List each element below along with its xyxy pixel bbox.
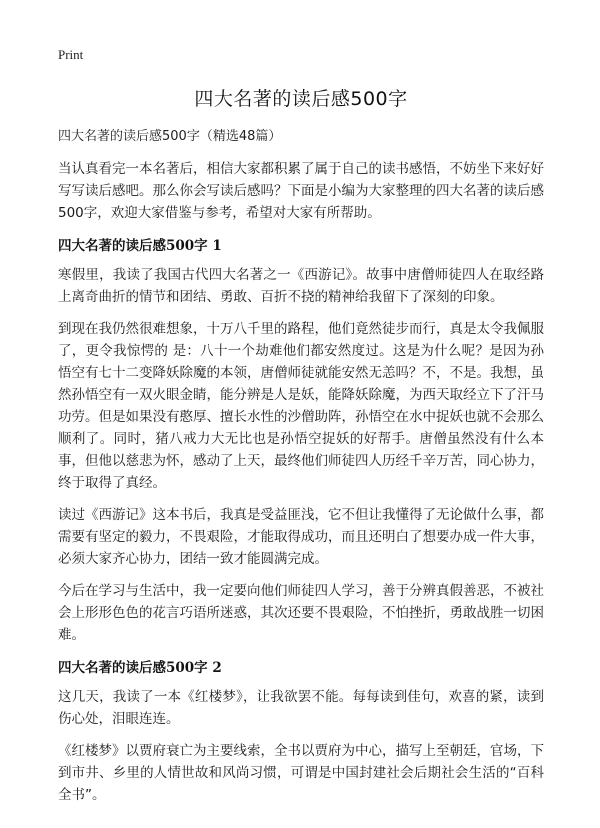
intro-paragraph: 当认真看完一本名著后，相信大家都积累了属于自己的读书感悟，不妨坐下来好好写写读后感吧。那么你会写读后感吗？下面是小编为大家整理的四大名著的读后感500字，欢迎大家借鉴与参考，希望对大家有所帮助。 [58,161,544,221]
print-link[interactable]: Print [58,47,84,62]
section-1-paragraph-2: 到现在我仍然很难想象，十万八千里的路程，他们竟然徒步而行，真是太令我佩服了，更令我惊愕的 是：八十一个劫难他们都安然度过。这是为什么呢？是因为孙悟空有七十二变降妖除魔的本领，唐僧师徒就能安然无恙吗？不，不是。我想，虽然孙悟空有一双火眼金睛，能分辨是人是妖，能降妖除魔，为西天取经立下了汗马功劳。但是如果没有憨厚、擅长水性的沙僧助阵，孙悟空在水中捉妖也就不会那么顺利了。同时，猪八戒力大无比也是孙悟空捉妖的好帮手。唐僧虽然没有什么本事，但他以慈悲为怀，感动了上天，最终他们师徒四人历经千辛万苦，同心协力，终于取得了真经。 [58,321,544,491]
section-1-paragraph-4: 今后在学习与生活中，我一定要向他们师徒四人学习，善于分辨真假善恶，不被社会上形形色色的花言巧语所迷惑，其次还要不畏艰险，不怕挫折，勇敢战胜一切困难。 [58,583,544,643]
page-title: 四大名著的读后感500字 [194,88,408,110]
section-heading-2: 四大名著的读后感500字 2 [58,660,222,676]
section-1-paragraph-3: 读过《西游记》这本书后，我真是受益匪浅，它不但让我懂得了无论做什么事，都需要有坚定的毅力，不畏艰险，才能取得成功，而且还明白了想要办成一件大事，必须大家齐心协力，团结一致才能圆满完成。 [58,507,544,567]
document-subtitle: 四大名著的读后感500字（精选48篇） [58,129,282,144]
section-2-paragraph-2: 《红楼梦》以贾府衰亡为主要线索，全书以贾府为中心，描写上至朝廷，官场，下到市井、乡里的人情世故和风尚习惯，可谓是中国封建社会后期社会生活的“百科全书”。 [58,743,544,803]
section-1-paragraph-1: 寒假里，我读了我国古代四大名著之一《西游记》。故事中唐僧师徒四人在取经路上离奇曲折的情节和团结、勇敢、百折不挠的精神给我留下了深刻的印象。 [58,267,544,305]
section-heading-1: 四大名著的读后感500字 1 [58,238,222,254]
section-2-paragraph-1: 这几天，我读了一本《红楼梦》，让我欲罢不能。每每读到佳句，欢喜的紧，读到伤心处，泪眼连连。 [58,689,544,727]
